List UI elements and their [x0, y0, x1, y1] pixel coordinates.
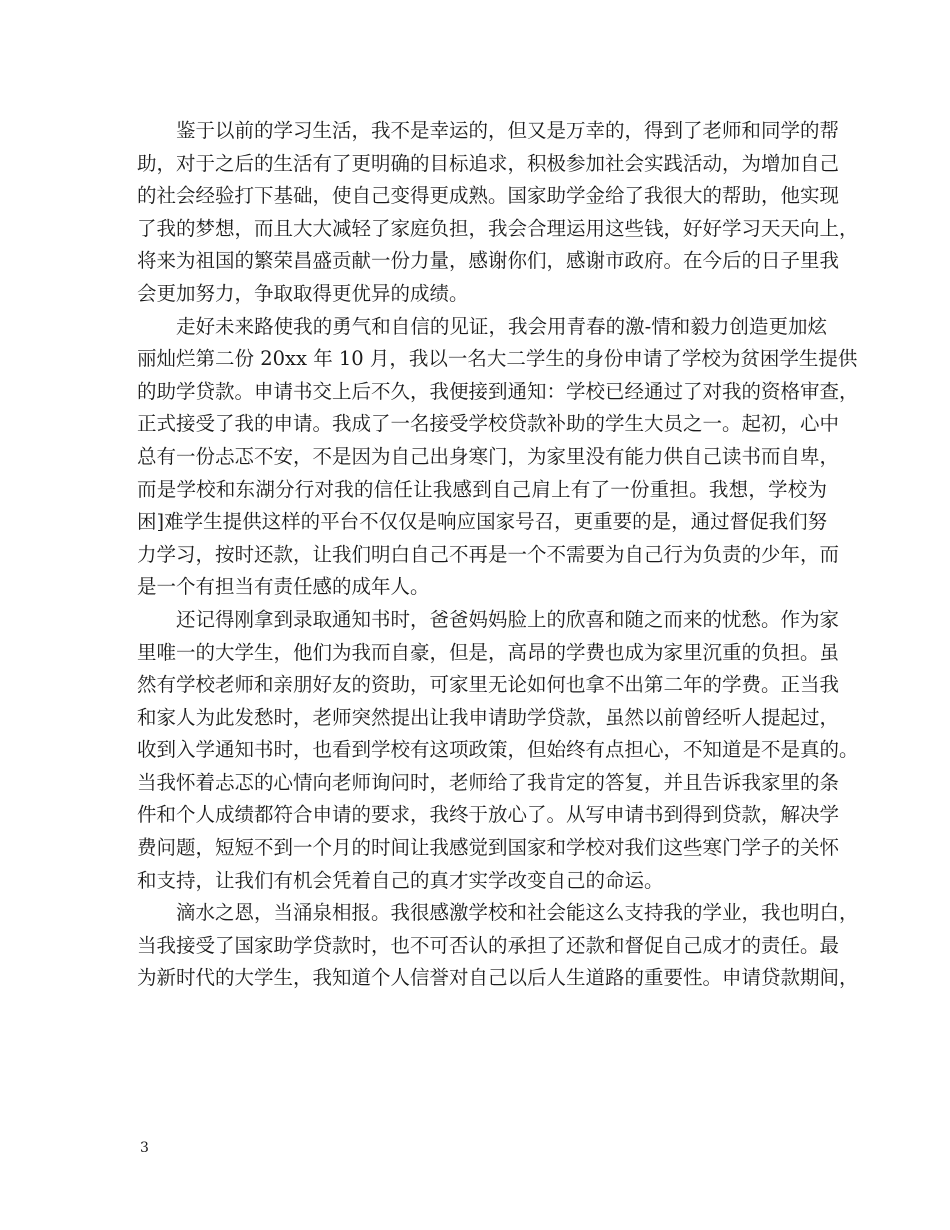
text-line: 还记得刚拿到录取通知书时，爸爸妈妈脸上的欣喜和随之而来的忧愁。作为家	[176, 607, 840, 631]
text-line: 为新时代的大学生，我知道个人信誉对自己以后人生道路的重要性。申请贷款期间，	[137, 966, 859, 990]
text-line: 和家人为此发愁时，老师突然提出让我申请助学贷款，虽然以前曾经听人提起过，	[137, 705, 840, 729]
text-line: 件和个人成绩都符合申请的要求，我终于放心了。从写申请书到得到贷款，解决学	[137, 803, 840, 827]
text-line: 的助学贷款。申请书交上后不久，我便接到通知：学校已经通过了对我的资格审查，	[137, 379, 859, 403]
text-line: 丽灿烂第二份 20xx 年 10 月，我以一名大二学生的身份申请了学校为贫困学生提供	[137, 347, 858, 371]
text-line: 了我的梦想，而且大大减轻了家庭负担，我会合理运用这些钱，好好学习天天向上，	[137, 216, 859, 240]
text-line: 困]难学生提供这样的平台不仅仅是响应国家号召，更重要的是，通过督促我们努	[137, 510, 828, 534]
text-line: 费问题，短短不到一个月的时间让我感觉到国家和学校对我们这些寒门学子的关怀	[137, 836, 840, 860]
text-line: 和支持，让我们有机会凭着自己的真才实学改变自己的命运。	[137, 868, 664, 892]
text-line: 总有一份忐忑不安，不是因为自己出身寒门，为家里没有能力供自己读书而自卑，	[137, 444, 840, 468]
text-line: 当我接受了国家助学贷款时，也不可否认的承担了还款和督促自己成才的责任。最	[137, 933, 840, 957]
body-text	[137, 115, 859, 995]
page-number: 3	[140, 1140, 149, 1156]
text-line: 会更加努力，争取取得更优异的成绩。	[137, 281, 469, 305]
text-line: 而是学校和东湖分行对我的信任让我感到自己肩上有了一份重担。我想，学校为	[137, 477, 827, 501]
text-line: 力学习，按时还款，让我们明白自己不再是一个不需要为自己行为负责的少年，而	[137, 542, 840, 566]
text-line: 里唯一的大学生，他们为我而自豪，但是，高昂的学费也成为家里沉重的负担。虽	[137, 640, 840, 664]
text-line: 滴水之恩，当涌泉相报。我很感激学校和社会能这么支持我的学业，我也明白，	[176, 901, 859, 925]
text-line: 然有学校老师和亲朋好友的资助，可家里无论如何也拿不出第二年的学费。正当我	[137, 673, 840, 697]
text-line: 收到入学通知书时，也看到学校有这项政策，但始终有点担心，不知道是不是真的。	[137, 738, 859, 762]
text-line: 是一个有担当有责任感的成年人。	[137, 575, 430, 599]
text-line: 走好未来路使我的勇气和自信的见证，我会用青春的激-情和毅力创造更加炫	[176, 314, 827, 338]
text-line: 的社会经验打下基础，使自己变得更成熟。国家助学金给了我很大的帮助，他实现	[137, 184, 840, 208]
text-line: 助，对于之后的生活有了更明确的目标追求，积极参加社会实践活动，为增加自己	[137, 151, 840, 175]
text-line: 当我怀着忐忑的心情向老师询问时，老师给了我肯定的答复，并且告诉我家里的条	[137, 770, 840, 794]
text-line: 鉴于以前的学习生活，我不是幸运的，但又是万幸的，得到了老师和同学的帮	[176, 119, 840, 142]
text-line: 将来为祖国的繁荣昌盛贡献一份力量，感谢你们，感谢市政府。在今后的日子里我	[137, 249, 840, 273]
text-line: 正式接受了我的申请。我成了一名接受学校贷款补助的学生大员之一。起初，心中	[137, 412, 840, 436]
